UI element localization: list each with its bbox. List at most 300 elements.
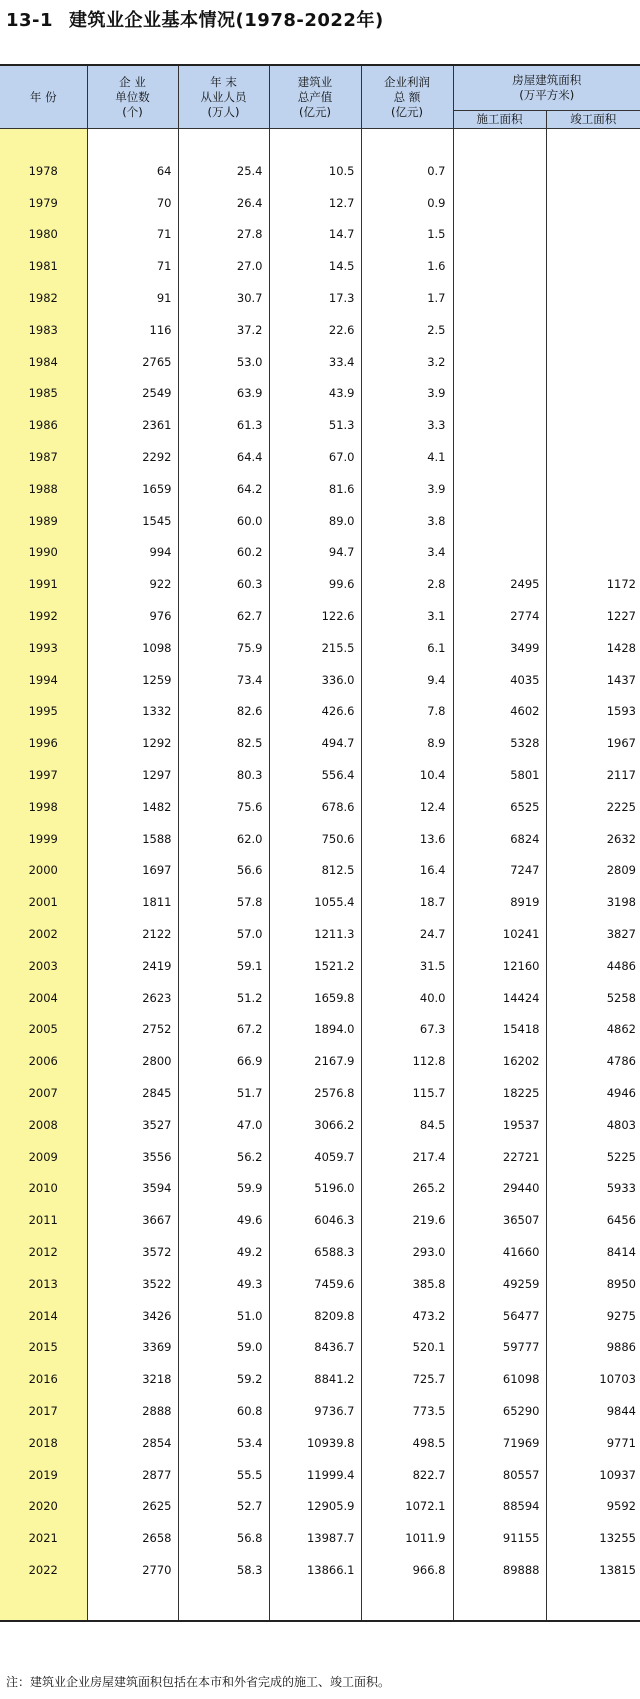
cell-area-started: 36507 [453,1204,546,1236]
cell-area-completed: 1437 [546,664,640,696]
table-row [0,473,640,505]
cell-profit: 7.8 [361,696,453,728]
cell-area-completed: 1593 [546,696,640,728]
cell-area-started: 41660 [453,1236,546,1268]
table-row [0,1045,640,1077]
cell-units: 1588 [87,823,178,855]
cell-area-started: 7247 [453,855,546,887]
cell-profit: 115.7 [361,1077,453,1109]
cell-year: 1996 [0,727,87,759]
cell-year: 2001 [0,886,87,918]
cell-output: 99.6 [269,568,361,600]
cell-year: 2010 [0,1173,87,1205]
cell-units: 2854 [87,1427,178,1459]
cell-units: 3522 [87,1268,178,1300]
cell-profit: 385.8 [361,1268,453,1300]
cell-units: 3426 [87,1300,178,1332]
cell-area-started: 2774 [453,600,546,632]
cell-area-completed: 13255 [546,1522,640,1554]
cell-area-completed [546,346,640,378]
header-profit-line: 企业利润 [384,74,430,89]
cell-area-started: 12160 [453,950,546,982]
cell-year: 2003 [0,950,87,982]
cell-workers: 59.0 [178,1331,269,1363]
cell-year: 2002 [0,918,87,950]
cell-profit: 112.8 [361,1045,453,1077]
cell-workers: 27.8 [178,219,269,251]
cell-year: 1999 [0,823,87,855]
cell-units: 994 [87,537,178,569]
cell-units: 2549 [87,378,178,410]
table-row [0,855,640,887]
cell-workers: 37.2 [178,314,269,346]
cell-output: 2167.9 [269,1045,361,1077]
spacer-cell [178,1586,269,1621]
cell-area-completed [546,378,640,410]
spacer-cell [361,129,453,156]
cell-year: 1994 [0,664,87,696]
table-row [0,1109,640,1141]
table-row [0,1204,640,1236]
cell-area-started: 22721 [453,1141,546,1173]
cell-output: 81.6 [269,473,361,505]
cell-year: 1980 [0,219,87,251]
cell-area-completed [546,505,640,537]
table-body [0,129,640,1621]
cell-units: 1659 [87,473,178,505]
cell-units: 2419 [87,950,178,982]
cell-units: 2752 [87,1014,178,1046]
cell-workers: 56.6 [178,855,269,887]
cell-workers: 52.7 [178,1490,269,1522]
cell-units: 3527 [87,1109,178,1141]
cell-units: 2800 [87,1045,178,1077]
cell-workers: 49.6 [178,1204,269,1236]
cell-workers: 53.4 [178,1427,269,1459]
cell-output: 12.7 [269,187,361,219]
spacer-cell [546,129,640,156]
header-output-line: 总产值 [297,89,333,104]
cell-workers: 80.3 [178,759,269,791]
cell-units: 2122 [87,918,178,950]
cell-area-completed: 1428 [546,632,640,664]
cell-profit: 18.7 [361,886,453,918]
table-row [0,1395,640,1427]
table-row [0,441,640,473]
cell-output: 13987.7 [269,1522,361,1554]
cell-profit: 9.4 [361,664,453,696]
cell-workers: 59.2 [178,1363,269,1395]
cell-area-completed: 13815 [546,1554,640,1586]
table-row [0,568,640,600]
cell-workers: 67.2 [178,1014,269,1046]
cell-area-completed [546,187,640,219]
cell-area-started: 18225 [453,1077,546,1109]
cell-area-completed: 10703 [546,1363,640,1395]
cell-workers: 82.5 [178,727,269,759]
cell-profit: 520.1 [361,1331,453,1363]
header-area-line: 房屋建筑面积 [512,73,582,87]
cell-year: 2006 [0,1045,87,1077]
cell-profit: 4.1 [361,441,453,473]
cell-profit: 773.5 [361,1395,453,1427]
cell-workers: 26.4 [178,187,269,219]
cell-output: 9736.7 [269,1395,361,1427]
cell-area-completed: 10937 [546,1459,640,1491]
cell-units: 91 [87,282,178,314]
cell-profit: 265.2 [361,1173,453,1205]
table-row [0,886,640,918]
cell-area-completed: 1227 [546,600,640,632]
cell-output: 6588.3 [269,1236,361,1268]
cell-year: 2009 [0,1141,87,1173]
spacer-cell [178,129,269,156]
table-row [0,505,640,537]
cell-area-completed: 2632 [546,823,640,855]
cell-area-started: 5328 [453,727,546,759]
cell-workers: 53.0 [178,346,269,378]
table-row [0,378,640,410]
header-units-line: 企 业 [119,74,146,89]
cell-year: 1988 [0,473,87,505]
cell-output: 14.5 [269,250,361,282]
cell-area-completed: 9771 [546,1427,640,1459]
table-row [0,982,640,1014]
header-workers-line: (万人) [207,104,240,119]
header-area-line: (万平方米) [519,88,575,102]
cell-area-started: 2495 [453,568,546,600]
cell-units: 2623 [87,982,178,1014]
cell-profit: 966.8 [361,1554,453,1586]
cell-area-completed [546,441,640,473]
header-year: 年 份 [0,65,87,129]
spacer-row [0,1586,640,1621]
cell-year: 1982 [0,282,87,314]
cell-output: 1659.8 [269,982,361,1014]
cell-output: 1055.4 [269,886,361,918]
cell-year: 1981 [0,250,87,282]
cell-profit: 3.9 [361,378,453,410]
table-row [0,727,640,759]
cell-units: 2292 [87,441,178,473]
cell-area-started [453,409,546,441]
cell-output: 14.7 [269,219,361,251]
statistics-table [0,64,640,1622]
cell-output: 6046.3 [269,1204,361,1236]
table-row [0,696,640,728]
cell-output: 13866.1 [269,1554,361,1586]
cell-year: 1985 [0,378,87,410]
cell-profit: 1.6 [361,250,453,282]
spacer-cell [0,129,87,156]
cell-output: 7459.6 [269,1268,361,1300]
cell-workers: 62.0 [178,823,269,855]
header-profit-line: 总 额 [393,89,421,104]
cell-output: 426.6 [269,696,361,728]
cell-workers: 60.0 [178,505,269,537]
header-profit-line: (亿元) [391,104,423,119]
cell-workers: 59.1 [178,950,269,982]
cell-profit: 2.5 [361,314,453,346]
cell-area-completed: 4786 [546,1045,640,1077]
cell-output: 215.5 [269,632,361,664]
cell-workers: 60.3 [178,568,269,600]
cell-area-started: 5801 [453,759,546,791]
cell-profit: 2.8 [361,568,453,600]
cell-area-completed: 9886 [546,1331,640,1363]
cell-workers: 57.0 [178,918,269,950]
cell-units: 976 [87,600,178,632]
cell-profit: 0.7 [361,155,453,187]
cell-area-completed [546,314,640,346]
cell-area-started: 56477 [453,1300,546,1332]
cell-units: 922 [87,568,178,600]
cell-output: 94.7 [269,537,361,569]
spacer-cell [87,1586,178,1621]
cell-profit: 725.7 [361,1363,453,1395]
cell-area-completed: 3198 [546,886,640,918]
cell-units: 2888 [87,1395,178,1427]
cell-units: 3572 [87,1236,178,1268]
cell-workers: 66.9 [178,1045,269,1077]
spacer-cell [87,129,178,156]
cell-workers: 51.0 [178,1300,269,1332]
cell-area-started: 8919 [453,886,546,918]
cell-profit: 1011.9 [361,1522,453,1554]
cell-workers: 62.7 [178,600,269,632]
cell-output: 43.9 [269,378,361,410]
table-row [0,282,640,314]
cell-units: 64 [87,155,178,187]
spacer-cell [546,1586,640,1621]
cell-area-started: 61098 [453,1363,546,1395]
cell-output: 22.6 [269,314,361,346]
footnote: 注：建筑业企业房屋建筑面积包括在本市和外省完成的施工、竣工面积。 [6,1675,391,1689]
cell-workers: 60.2 [178,537,269,569]
cell-area-completed: 8414 [546,1236,640,1268]
cell-area-completed: 8950 [546,1268,640,1300]
cell-output: 1894.0 [269,1014,361,1046]
cell-output: 678.6 [269,791,361,823]
header-area-group [453,65,640,111]
cell-workers: 55.5 [178,1459,269,1491]
cell-area-started [453,505,546,537]
cell-year: 1993 [0,632,87,664]
cell-area-started: 15418 [453,1014,546,1046]
cell-year: 2022 [0,1554,87,1586]
cell-workers: 57.8 [178,886,269,918]
cell-units: 1332 [87,696,178,728]
cell-area-completed [546,155,640,187]
table-row [0,1236,640,1268]
cell-profit: 16.4 [361,855,453,887]
header-units-line: 单位数 [115,89,150,104]
cell-profit: 3.9 [361,473,453,505]
cell-area-started: 89888 [453,1554,546,1586]
table-row [0,823,640,855]
cell-output: 8209.8 [269,1300,361,1332]
cell-profit: 3.3 [361,409,453,441]
table-row [0,632,640,664]
cell-profit: 13.6 [361,823,453,855]
cell-area-started [453,346,546,378]
cell-profit: 498.5 [361,1427,453,1459]
cell-output: 89.0 [269,505,361,537]
spacer-cell [269,129,361,156]
header-workers [178,65,269,129]
table-row [0,1014,640,1046]
cell-area-completed: 9592 [546,1490,640,1522]
cell-output: 11999.4 [269,1459,361,1491]
cell-units: 3594 [87,1173,178,1205]
table-row [0,219,640,251]
cell-year: 2021 [0,1522,87,1554]
cell-area-started: 80557 [453,1459,546,1491]
cell-workers: 25.4 [178,155,269,187]
cell-area-started: 65290 [453,1395,546,1427]
cell-profit: 84.5 [361,1109,453,1141]
cell-year: 2005 [0,1014,87,1046]
cell-area-started: 49259 [453,1268,546,1300]
header-output [269,65,361,129]
cell-profit: 24.7 [361,918,453,950]
cell-year: 1986 [0,409,87,441]
cell-units: 3667 [87,1204,178,1236]
header-output-line: (亿元) [299,104,331,119]
page-title [6,6,384,32]
cell-year: 1991 [0,568,87,600]
cell-profit: 8.9 [361,727,453,759]
cell-output: 1521.2 [269,950,361,982]
cell-units: 1297 [87,759,178,791]
cell-area-started [453,219,546,251]
cell-area-started: 3499 [453,632,546,664]
cell-area-started [453,473,546,505]
spacer-cell [269,1586,361,1621]
header-units [87,65,178,129]
table-row [0,1363,640,1395]
cell-year: 1989 [0,505,87,537]
cell-area-completed: 1172 [546,568,640,600]
cell-workers: 49.3 [178,1268,269,1300]
cell-profit: 3.4 [361,537,453,569]
cell-workers: 47.0 [178,1109,269,1141]
cell-profit: 293.0 [361,1236,453,1268]
cell-area-started: 71969 [453,1427,546,1459]
cell-profit: 1.5 [361,219,453,251]
header-area-completed: 竣工面积 [546,111,640,129]
cell-workers: 51.7 [178,1077,269,1109]
cell-profit: 10.4 [361,759,453,791]
cell-area-completed: 2809 [546,855,640,887]
cell-area-started: 91155 [453,1522,546,1554]
cell-profit: 822.7 [361,1459,453,1491]
cell-workers: 61.3 [178,409,269,441]
cell-area-started [453,537,546,569]
cell-units: 2765 [87,346,178,378]
cell-units: 2845 [87,1077,178,1109]
cell-units: 2361 [87,409,178,441]
table-row [0,1522,640,1554]
cell-year: 1998 [0,791,87,823]
cell-area-completed: 9844 [546,1395,640,1427]
header-area-started: 施工面积 [453,111,546,129]
cell-year: 1979 [0,187,87,219]
cell-output: 10939.8 [269,1427,361,1459]
cell-area-started: 19537 [453,1109,546,1141]
spacer-row [0,129,640,156]
cell-year: 1990 [0,537,87,569]
cell-year: 2017 [0,1395,87,1427]
cell-profit: 1072.1 [361,1490,453,1522]
spacer-cell [453,1586,546,1621]
table-row [0,187,640,219]
table-row [0,1268,640,1300]
cell-profit: 31.5 [361,950,453,982]
cell-profit: 0.9 [361,187,453,219]
cell-year: 2019 [0,1459,87,1491]
table-row [0,1490,640,1522]
cell-year: 2011 [0,1204,87,1236]
cell-area-started: 16202 [453,1045,546,1077]
cell-area-completed: 2225 [546,791,640,823]
table-number: 13-1 [6,10,54,31]
table-row [0,950,640,982]
cell-output: 5196.0 [269,1173,361,1205]
table-title: 建筑业企业基本情况(1978-2022年) [69,10,384,31]
table-row [0,918,640,950]
cell-workers: 58.3 [178,1554,269,1586]
table-row [0,314,640,346]
cell-year: 2014 [0,1300,87,1332]
cell-output: 10.5 [269,155,361,187]
cell-area-completed: 2117 [546,759,640,791]
cell-year: 1983 [0,314,87,346]
cell-area-completed: 5225 [546,1141,640,1173]
cell-area-completed: 4862 [546,1014,640,1046]
cell-output: 750.6 [269,823,361,855]
cell-units: 2877 [87,1459,178,1491]
table-row [0,346,640,378]
cell-profit: 6.1 [361,632,453,664]
cell-area-started: 29440 [453,1173,546,1205]
table-row [0,250,640,282]
table-row [0,791,640,823]
cell-area-completed [546,473,640,505]
cell-profit: 217.4 [361,1141,453,1173]
cell-workers: 49.2 [178,1236,269,1268]
cell-area-started: 4035 [453,664,546,696]
cell-units: 1482 [87,791,178,823]
cell-area-completed: 4486 [546,950,640,982]
table-row [0,664,640,696]
cell-area-completed [546,537,640,569]
cell-workers: 60.8 [178,1395,269,1427]
cell-workers: 27.0 [178,250,269,282]
table-row [0,409,640,441]
cell-year: 2013 [0,1268,87,1300]
cell-area-started [453,314,546,346]
cell-units: 1811 [87,886,178,918]
cell-year: 2018 [0,1427,87,1459]
cell-workers: 82.6 [178,696,269,728]
cell-area-started: 59777 [453,1331,546,1363]
cell-units: 3218 [87,1363,178,1395]
cell-workers: 51.2 [178,982,269,1014]
cell-workers: 30.7 [178,282,269,314]
cell-workers: 59.9 [178,1173,269,1205]
header-units-line: (个) [122,104,143,119]
